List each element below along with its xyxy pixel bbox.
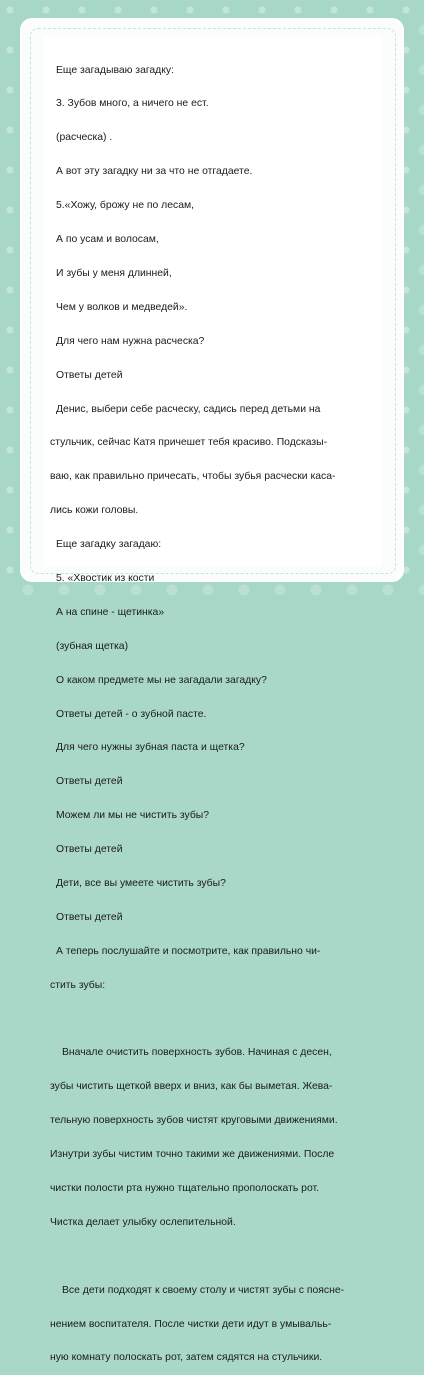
text-line: стить зубы: (50, 979, 106, 991)
text-line: Для чего нужны зубная паста и щетка? (56, 742, 245, 754)
text-line: Чем у волков и медведей». (56, 301, 188, 313)
text-line: Изнутри зубы чистим точно такими же движениями. После (50, 1149, 335, 1161)
text-line: Ответы детей (56, 369, 123, 381)
text-line: Можем ли мы не чистить зубы? (56, 810, 210, 822)
text-line: тельную поверхность зубов чистят круговыми движениями. (50, 1115, 338, 1127)
text-line: ваю, как правильно причесать, чтобы зубья расчески каса- (50, 471, 336, 483)
text-line: И зубы у меня длинней, (56, 267, 172, 279)
text-line: (расческа) . (56, 132, 113, 144)
text-line: Еще загадываю загадку: (56, 64, 174, 76)
paragraph-gap (50, 1014, 378, 1025)
text-line: нением воспитателя. После чистки дети идут в умывальь- (50, 1318, 332, 1330)
text-line: Ответы детей (56, 776, 123, 788)
text-line: Ответы детей - о зубной пасте. (56, 708, 207, 720)
text-line: Ответы детей (56, 844, 123, 856)
text-line: Еще загадку загадаю: (56, 539, 162, 551)
text-line: чистки полости рта нужно тщательно прополоскать рот. (50, 1182, 319, 1194)
text-line: 3. Зубов много, а ничего не ест. (56, 98, 209, 110)
paragraph-gap (50, 1251, 378, 1262)
text-line: ную комнату полоскать рот, затем сядятся на стульчики. (50, 1352, 323, 1364)
text-line: 5. «Хвостик из кости (56, 572, 155, 584)
text-line: А по усам и волосам, (56, 234, 159, 246)
text-line: Для чего нам нужна расческа? (56, 335, 205, 347)
text-line: (зубная щетка) (56, 640, 129, 652)
text-line: А вот эту загадку ни за что не отгадаете. (56, 166, 253, 178)
text-line: Ответы детей (56, 911, 123, 923)
text-line: Денис, выбери себе расческу, садись перед детьми на (56, 403, 321, 415)
text-line: стульчик, сейчас Катя причешет тебя красиво. Подсказы- (50, 437, 328, 449)
text-line: 5.«Хожу, брожу не по лесам, (56, 200, 194, 212)
text-line: Вначале очистить поверхность зубов. Начиная с десен, (62, 1047, 332, 1059)
text-line: Дети, все вы умеете чистить зубы? (56, 877, 226, 889)
text-line: зубы чистить щеткой вверх и вниз, как бы выметая. Жева- (50, 1081, 333, 1093)
text-line: Чистка делает улыбку ослепительной. (50, 1216, 236, 1228)
document-text (50, 42, 378, 1375)
text-line: Все дети подходят к своему столу и чистят зубы с поясне- (62, 1284, 345, 1296)
text-line: лись кожи головы. (50, 505, 139, 517)
text-line: А теперь послушайте и посмотрите, как правильно чи- (56, 945, 321, 957)
text-line: А на спине - щетинка» (56, 606, 165, 618)
text-line: О каком предмете мы не загадали загадку? (56, 674, 267, 686)
